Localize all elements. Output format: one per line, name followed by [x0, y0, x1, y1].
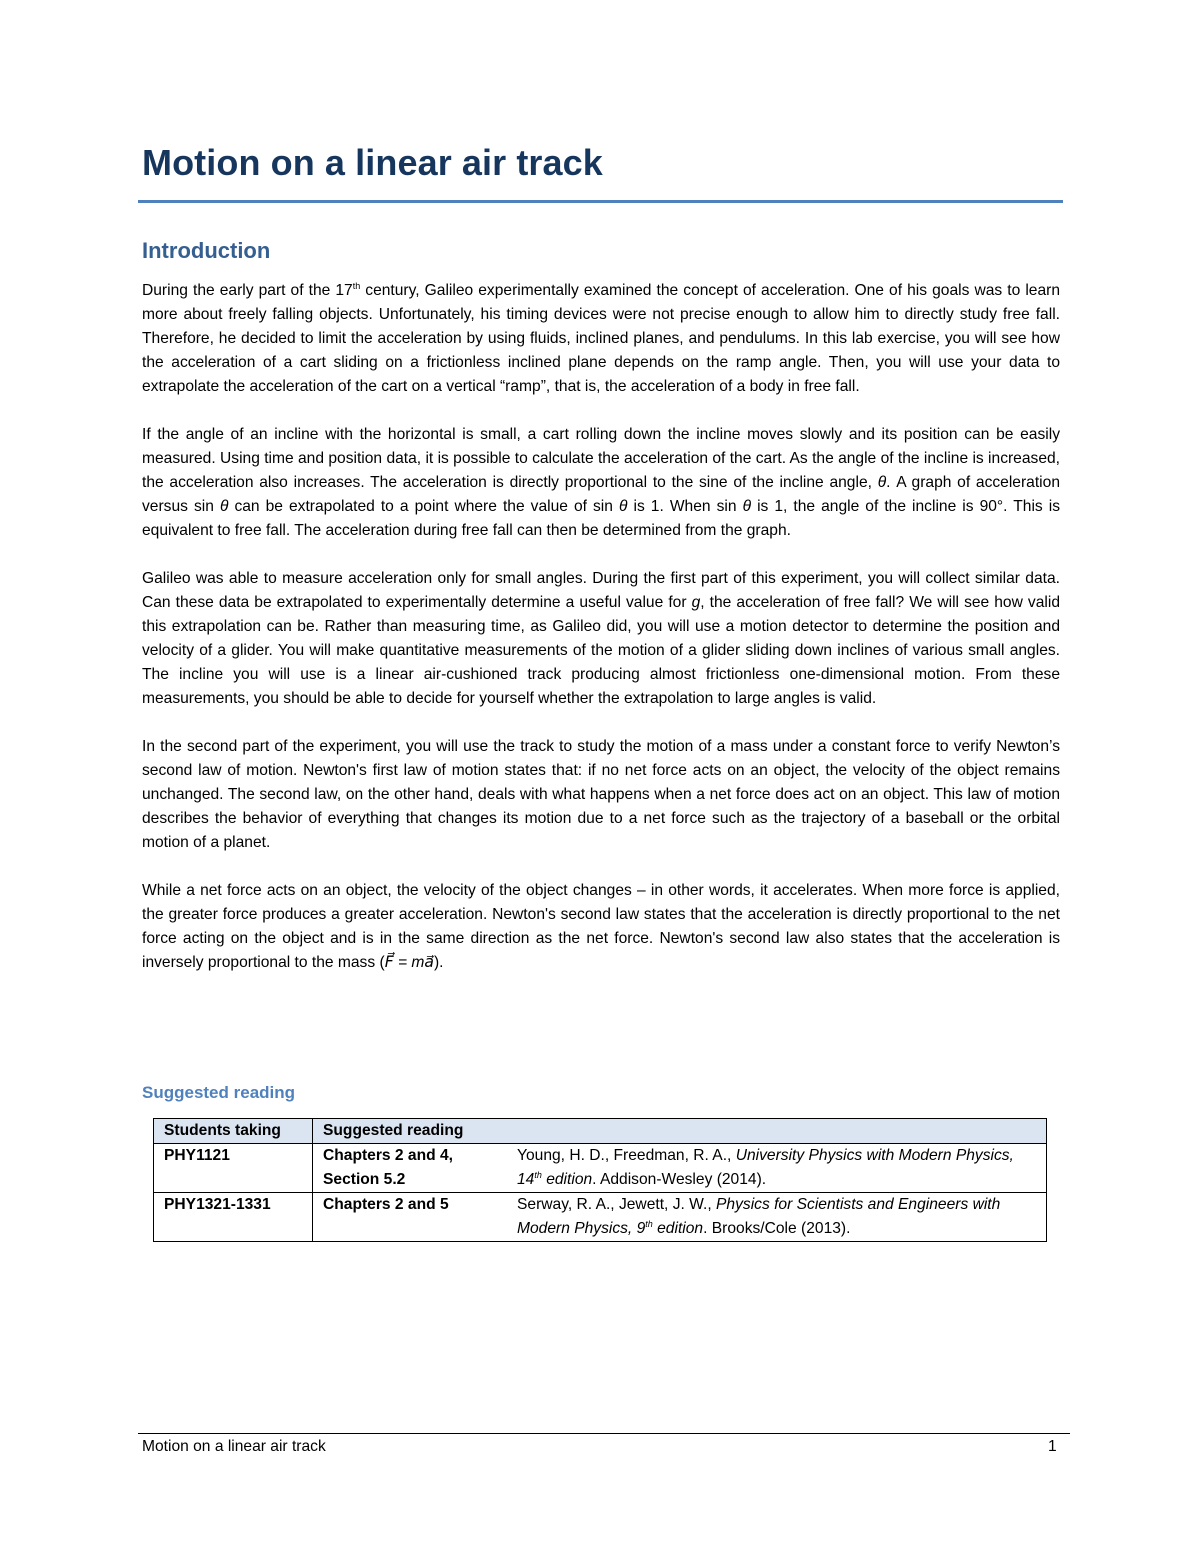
paragraph: Galileo was able to measure acceleration only for small angles. During the first part of this experiment, you will collect similar data. Can these data be extrapolated to experimentally determine a useful value for g, the acceleration of free fall? We will see how valid this extrapolation can be. Rather than measuring time, as Galileo did, you will use a motion detector to determine the position and velocity of a glider. You will make quantitative measurements of the motion of a glider sliding down inclines of various small angles. The incline you will use is a linear air-cushioned track producing almost frictionless one-dimensional motion. From these measurements, you should be able to decide for yourself whether the extrapolation to large angles is valid. — [142, 570, 1060, 707]
introduction-body — [142, 279, 1060, 999]
course-cell: PHY1321-1331 — [154, 1193, 313, 1242]
chapters-cell: Chapters 2 and 4, Section 5.2 — [313, 1144, 508, 1193]
reference-cell: Young, H. D., Freedman, R. A., University Physics with Modern Physics, 14th edition. Addison-Wesley (2014). — [507, 1144, 1047, 1193]
title-underline — [138, 200, 1063, 203]
header-suggested-reading: Suggested reading — [313, 1119, 1047, 1144]
chapters-cell: Chapters 2 and 5 — [313, 1193, 508, 1242]
table-row — [154, 1144, 1047, 1193]
suggested-reading-table — [153, 1118, 1047, 1242]
header-students-taking: Students taking — [154, 1119, 313, 1144]
footer-rule — [138, 1433, 1070, 1434]
paragraph: While a net force acts on an object, the velocity of the object changes – in other words, it accelerates. When more force is applied, the greater force produces a greater acceleration. Newton's second law states that the acceleration is directly proportional to the net force acting on the object and is in the same direction as the net force. Newton's second law also states that the acceleration is inversely proportional to the mass (F⃗ = ma⃗). — [142, 882, 1060, 971]
table-header-row — [154, 1119, 1047, 1144]
paragraph: During the early part of the 17th century, Galileo experimentally examined the concept of acceleration. One of his goals was to learn more about freely falling objects. Unfortunately, his timing devices were not precise enough to allow him to directly study free fall. Therefore, he decided to limit the acceleration by using fluids, inclined planes, and pendulums. In this lab exercise, you will see how the acceleration of a cart sliding on a frictionless inclined plane depends on the ramp angle. Then, you will use your data to extrapolate the acceleration of the cart on a vertical “ramp”, that is, the acceleration of a body in free fall. — [142, 280, 1060, 395]
page-number: 1 — [1048, 1438, 1057, 1455]
reference-cell: Serway, R. A., Jewett, J. W., Physics for Scientists and Engineers with Modern Physics, 9th edition. Brooks/Cole (2013). — [507, 1193, 1047, 1242]
footer-title: Motion on a linear air track — [142, 1438, 326, 1455]
paragraph: In the second part of the experiment, you will use the track to study the motion of a mass under a constant force to verify Newton’s second law of motion. Newton's first law of motion states that: if no net force acts on an object, the velocity of the object remains unchanged. The second law, on the other hand, deals with what happens when a net force does act on an object. This law of motion describes the behavior of everything that changes its motion due to a net force such as the trajectory of a baseball or the orbital motion of a planet. — [142, 738, 1060, 851]
table-row — [154, 1193, 1047, 1242]
course-cell: PHY1121 — [154, 1144, 313, 1193]
document-title: Motion on a linear air track — [142, 142, 603, 183]
suggested-reading-heading: Suggested reading — [142, 1083, 296, 1102]
introduction-heading: Introduction — [142, 238, 271, 263]
paragraph: If the angle of an incline with the horizontal is small, a cart rolling down the incline moves slowly and its position can be easily measured. Using time and position data, it is possible to calculate the acceleration of the cart. As the angle of the incline is increased, the acceleration also increases. The acceleration is directly proportional to the sine of the incline angle, θ. A graph of acceleration versus sin θ can be extrapolated to a point where the value of sin θ is 1. When sin θ is 1, the angle of the incline is 90°. This is equivalent to free fall. The acceleration during free fall can then be determined from the graph. — [142, 426, 1060, 539]
